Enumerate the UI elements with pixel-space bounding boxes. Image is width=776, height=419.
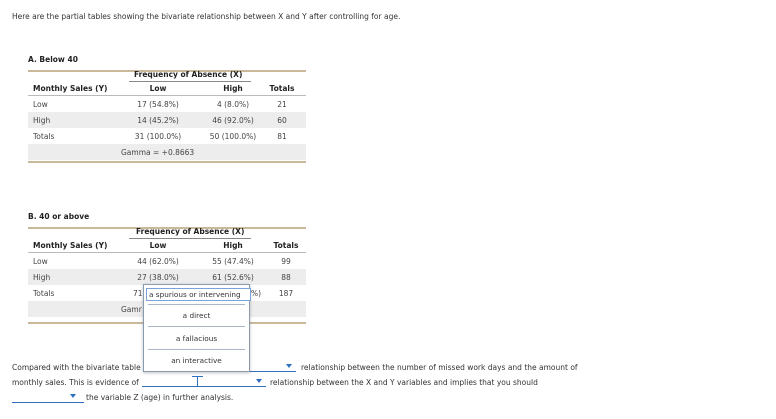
table-a-cell: 81 [277, 132, 287, 141]
table-b-col-high: High [223, 241, 243, 250]
table-a-row-label: High [33, 116, 51, 125]
dropdown-option[interactable]: a direct [182, 311, 211, 320]
sentence-part-4: relationship between the X and Y variables and implies that you should [270, 378, 538, 387]
table-a-row-label: Totals [33, 132, 55, 141]
cursor-cap [192, 376, 203, 377]
table-b-cell: 88 [281, 273, 291, 282]
table-a-col-y: Monthly Sales (Y) [33, 84, 108, 93]
dropdown-option[interactable]: a fallacious [175, 334, 218, 343]
table-a-cell: 46 (92.0%) [212, 116, 254, 125]
table-b-row-label: High [33, 273, 51, 282]
table-b-cell: 71 [133, 289, 143, 298]
table-a-cell: 31 (100.0%) [134, 132, 182, 141]
table-b-cell: 187 [278, 289, 294, 298]
table-b-cell: 55 (47.4%) [212, 257, 254, 266]
sentence-part-3: monthly sales. This is evidence of [12, 378, 139, 387]
table-a-col-high: High [223, 84, 243, 93]
chevron-down-icon[interactable] [70, 394, 76, 398]
chevron-down-icon[interactable] [256, 379, 262, 383]
table-b-col-y: Monthly Sales (Y) [33, 241, 108, 250]
table-a-row-label: Low [33, 100, 48, 109]
sentence-part-5: the variable Z (age) in further analysis. [86, 393, 234, 402]
table-a-freq-underline [129, 81, 251, 82]
table-a-bottom-separator [28, 161, 306, 163]
table-a-gamma: Gamma = +0.8663 [121, 148, 195, 157]
table-a-cell: 4 (8.0%) [216, 100, 250, 109]
sentence-part-2: relationship between the number of missed work days and the amount of [301, 363, 578, 372]
text-cursor [197, 376, 198, 386]
table-a-header-line [28, 95, 306, 96]
table-a-cell: 17 (54.8%) [137, 100, 179, 109]
table-a-cell: 50 (100.0%) [209, 132, 257, 141]
intro-text: Here are the partial tables showing the bivariate relationship between X and Y after controlling for age. [12, 12, 401, 21]
table-b-title: B. 40 or above [28, 212, 90, 221]
table-a-cell: 60 [277, 116, 287, 125]
dropdown-popup[interactable] [143, 284, 250, 372]
table-b-cell: 99 [281, 257, 291, 266]
dropdown-option-divider [148, 326, 245, 327]
dropdown-option-divider [148, 304, 245, 305]
sentence-part-1: Compared with the bivariate table [12, 363, 141, 372]
dropdown-option-divider [148, 349, 245, 350]
chevron-down-icon[interactable] [286, 364, 292, 368]
table-a-title: A. Below 40 [28, 55, 78, 64]
dropdown-option[interactable]: an interactive [171, 356, 222, 365]
table-b-cell: 27 (38.0%) [137, 273, 179, 282]
table-a [28, 55, 306, 165]
table-b-row-label: Totals [33, 289, 55, 298]
table-b-cell: %) [251, 289, 262, 298]
table-a-col-totals: Totals [269, 84, 295, 93]
dropdown-2-active[interactable] [142, 376, 266, 387]
table-b-gamma: Gamr [121, 305, 142, 314]
table-b-freq-underline [129, 238, 251, 239]
table-b-freq-header: Frequency of Absence (X) [136, 227, 245, 236]
dropdown-option[interactable]: a spurious or intervening [146, 288, 251, 301]
table-b-col-low: Low [149, 241, 167, 250]
table-a-cell: 14 (45.2%) [137, 116, 179, 125]
table-a-freq-header: Frequency of Absence (X) [134, 70, 243, 79]
table-b-cell: 61 (52.6%) [212, 273, 254, 282]
table-b-header-line [28, 252, 306, 253]
table-a-col-low: Low [149, 84, 167, 93]
table-b-cell: 44 (62.0%) [137, 257, 179, 266]
table-a-cell: 21 [277, 100, 287, 109]
table-b-col-totals: Totals [273, 241, 299, 250]
table-b-row-label: Low [33, 257, 48, 266]
